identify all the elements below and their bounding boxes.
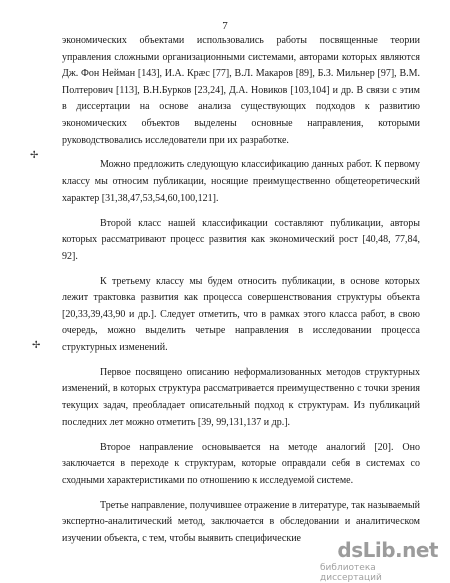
paragraph: Второй класс нашей классификации составляют публикации, авторы которых рассматривают процесс развития как экономический рост [40,48, 77,84, 92].	[62, 217, 420, 262]
paragraph-gap	[62, 265, 420, 273]
paragraph-gap	[62, 489, 420, 497]
watermark-logo: dsLib.net	[337, 538, 438, 562]
paragraph: К третьему классу мы будем относить публикации, в основе которых лежит трактовка развития как процесса совершенствования структуры объекта [20,33,39,43,90 и др.]. Следует отметить, что в рамках этого класса работ, в свою очередь, можно выделить четыре направления в исследовании процесса структурных изменений.	[62, 275, 420, 353]
watermark	[320, 538, 438, 583]
watermark-subtitle: библиотека диссертаций	[320, 563, 382, 583]
paragraph-gap	[62, 207, 420, 215]
paragraph-gap	[62, 431, 420, 439]
margin-mark: ✢	[30, 150, 39, 161]
paragraph: экономических объектами использовались работы посвященные теории управления сложными организационными системами, авторами которых являются Дж. Фон Нейман [143], И.А. Крæс [77], В.Л. Макаров [89], Б.З. Мильнер [97], В.М. Полтерович [113], В.Н.Бурков [23,24], Д.А. Новиков [103,104] и др. В связи с этим в диссертации на основе анализа существующих подходов к развитию экономических объектов выделены основные направления, которыми руководствовались исследователи при их разработке.	[62, 35, 420, 146]
margin-mark: ✢	[32, 340, 41, 351]
paragraph: Первое посвящено описанию неформализованных методов структурных изменений, в которых структура рассматривается преимущественно с точки зрения текущих задач, преобладает описательный подход к структурам. Из публикаций последних лет можно отметить [39, 99,131,137 и др.].	[62, 366, 420, 428]
paragraph: Можно предложить следующую классификацию данных работ. К первому классу мы относим публикации, носящие преимущественно общетеоретический характер [31,38,47,53,54,60,100,121].	[62, 159, 420, 204]
paragraph: Второе направление основывается на методе аналогий [20]. Оно заключается в переходе к структурам, которые оправдали себя в системах со сходными характеристиками по отношению к исследуемой системе.	[62, 441, 420, 486]
paragraph-gap	[62, 149, 420, 157]
paragraph-gap	[62, 357, 420, 365]
document-body	[62, 33, 420, 547]
paragraph: Третье направление, получившее отражение в литературе, так называемый экспертно-аналитический метод, заключается в обследовании и аналитическом изучении объекта, с тем, чтобы выявить специфические	[62, 499, 420, 544]
page-number: 7	[222, 20, 228, 32]
